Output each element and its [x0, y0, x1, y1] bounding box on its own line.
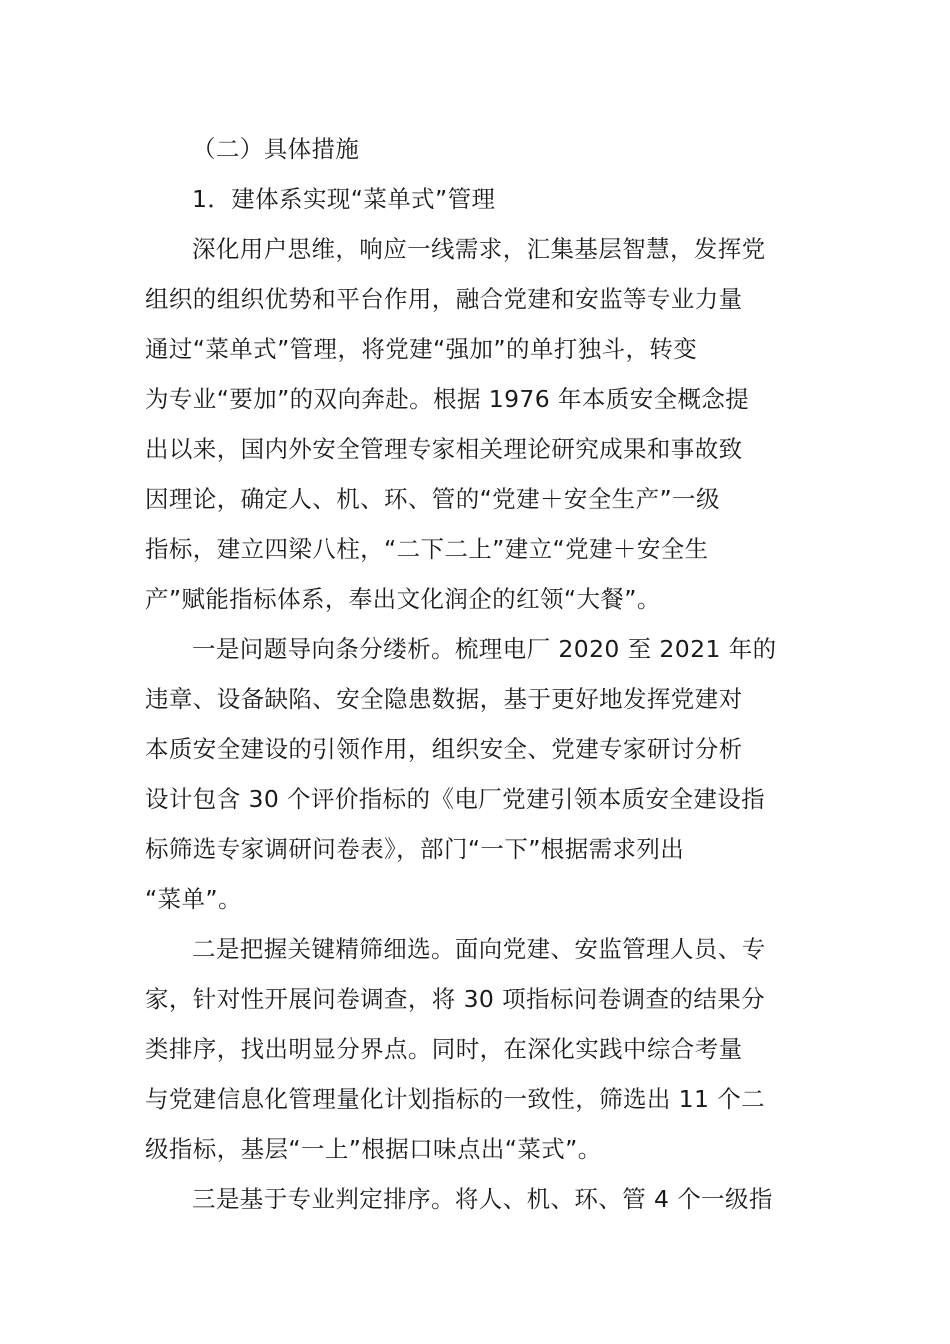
paragraph-4: [145, 1174, 805, 1224]
document-body: [145, 124, 805, 1224]
paragraph-line: 通过“菜单式”管理，将党建“强加”的单打独斗，转变: [145, 335, 698, 363]
paragraph-3: [145, 924, 805, 1174]
section-heading: [145, 124, 805, 174]
paragraph-line: 本质安全建设的引领作用，组织安全、党建专家研讨分析: [145, 735, 743, 763]
paragraph-line: 与党建信息化管理量化计划指标的一致性，筛选出 11 个二: [145, 1085, 766, 1113]
paragraph-2: [145, 624, 805, 924]
paragraph-line: 标筛选专家调研问卷表》，部门“一下”根据需求列出: [145, 835, 685, 863]
paragraph-line: 类排序，找出明显分界点。同时，在深化实践中综合考量: [145, 1035, 743, 1063]
paragraph-1: [145, 224, 805, 624]
section-heading-text: （二）具体措施: [192, 135, 360, 163]
paragraph-line: 指标，建立四梁八柱，“二下二上”建立“党建＋安全生: [145, 535, 709, 563]
paragraph-line: 组织的组织优势和平台作用，融合党建和安监等专业力量: [145, 285, 743, 313]
subheading-text: 1．建体系实现“菜单式”管理: [192, 185, 496, 213]
paragraph-line: 为专业“要加”的双向奔赴。根据 1976 年本质安全概念提: [145, 385, 750, 413]
paragraph-line: 家，针对性开展问卷调查，将 30 项指标问卷调查的结果分: [145, 985, 766, 1013]
paragraph-line: 三是基于专业判定排序。将人、机、环、管 4 个一级指: [192, 1185, 773, 1213]
paragraph-line: 设计包含 30 个评价指标的《电厂党建引领本质安全建设指: [145, 785, 766, 813]
paragraph-line: 级指标，基层“一上”根据口味点出“菜式”。: [145, 1135, 602, 1163]
paragraph-line: 因理论，确定人、机、环、管的“党建＋安全生产”一级: [145, 485, 720, 513]
paragraph-line: 二是把握关键精筛细选。面向党建、安监管理人员、专: [192, 935, 766, 963]
paragraph-line: 一是问题导向条分缕析。梳理电厂 2020 至 2021 年的: [192, 635, 777, 663]
paragraph-line: 产”赋能指标体系，奉出文化润企的红领“大餐”。: [145, 585, 661, 613]
paragraph-line: “菜单”。: [145, 885, 242, 913]
subheading: [145, 174, 805, 224]
paragraph-line: 深化用户思维，响应一线需求，汇集基层智慧，发挥党: [192, 235, 766, 263]
paragraph-line: 出以来，国内外安全管理专家相关理论研究成果和事故致: [145, 435, 743, 463]
paragraph-line: 违章、设备缺陷、安全隐患数据，基于更好地发挥党建对: [145, 685, 743, 713]
